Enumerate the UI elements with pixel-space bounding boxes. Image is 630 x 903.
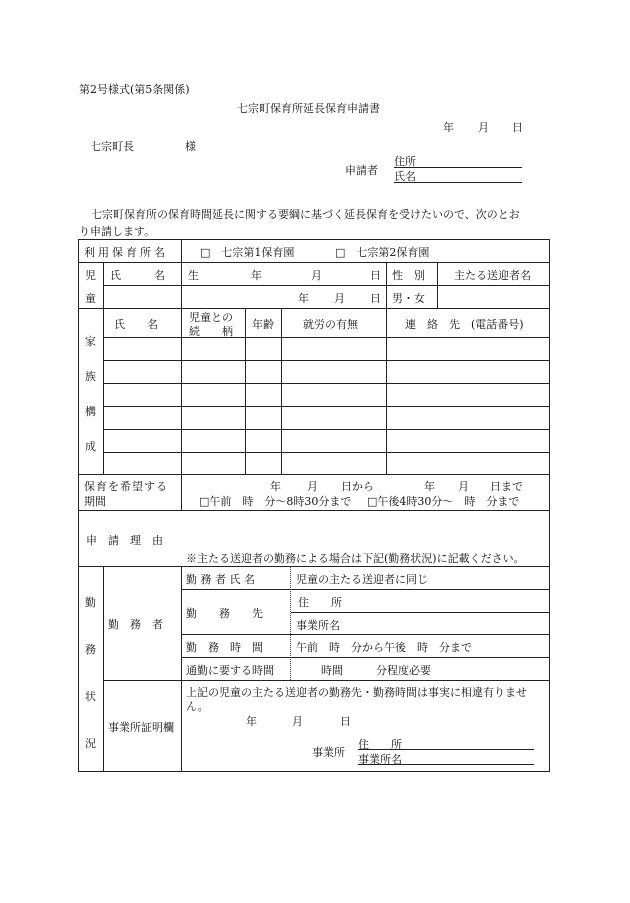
applicant-name-label: 氏名 — [394, 170, 416, 183]
facility-option-1[interactable]: □ 七宗第1保育園 — [200, 246, 295, 259]
workplace-name-label: 事業所名 — [296, 619, 340, 632]
family-header-relation-2: 続 柄 — [189, 325, 233, 338]
cert-address-label: 住 所 — [358, 738, 402, 751]
family-header-contact: 連 絡 先 (電話番号) — [405, 318, 524, 331]
child-name-label: 氏 名 — [110, 269, 165, 282]
intro-line-2: り申請します。 — [79, 225, 156, 238]
cert-address-field[interactable] — [358, 736, 534, 750]
date-day: 日 — [512, 121, 523, 134]
applicant-address-label: 住所 — [394, 155, 416, 168]
reason-field[interactable] — [182, 511, 548, 549]
commute-value: 時間 分程度必要 — [321, 664, 431, 677]
cert-date-day: 日 — [340, 715, 351, 728]
addressee: 七宗町長 — [90, 140, 134, 153]
reason-label: 申 請 理 由 — [86, 534, 163, 547]
cert-text-2: ん。 — [186, 700, 209, 713]
cert-name-field[interactable] — [358, 751, 534, 765]
cert-date-year: 年 — [246, 715, 257, 728]
cert-office-label: 事業所 — [312, 746, 345, 759]
work-hours-label: 勤 務 時 間 — [186, 641, 263, 654]
period-label-1: 保育を希望する — [84, 480, 168, 493]
work-side-4: 況 — [85, 737, 96, 750]
applicant-address-field[interactable] — [394, 153, 522, 168]
form-number: 第2号様式(第5条関係) — [79, 83, 190, 96]
birth-day: 日 — [370, 269, 381, 282]
applicant-name-field[interactable] — [394, 168, 522, 183]
facility-label: 利用保育所名 — [84, 246, 168, 259]
guardian-label: 主たる送迎者名 — [454, 269, 531, 282]
gender-label: 性 別 — [392, 269, 425, 282]
birth-date-year: 年 — [298, 292, 309, 305]
workplace-address-label: 住 所 — [298, 596, 342, 609]
family-header-name: 氏 名 — [114, 318, 158, 331]
date-month: 月 — [478, 121, 489, 134]
commute-label: 通勤に要する時間 — [186, 664, 274, 677]
form-title: 七宗町保育所延長保育申請書 — [237, 102, 380, 115]
family-side-3: 構 — [85, 405, 96, 418]
period-label-2: 期間 — [84, 495, 106, 508]
birth-date-month: 月 — [334, 292, 345, 305]
cert-label: 事業所証明欄 — [108, 721, 174, 734]
family-header-work: 就労の有無 — [303, 318, 358, 331]
worker-name-label: 勤 務 者 氏 名 — [186, 573, 255, 586]
period-from-year: 年 — [270, 480, 281, 493]
cert-name-label: 事業所名 — [358, 753, 402, 766]
birth-month: 月 — [311, 269, 322, 282]
intro-line-1: 七宗町保育所の保育時間延長に関する要綱に基づく延長保育を受けたいので、次のとお — [91, 208, 520, 221]
family-header-relation-1: 児童との — [189, 311, 233, 324]
work-hours-value: 午前 時 分から午後 時 分まで — [296, 641, 472, 654]
worker-name-value: 児童の主たる送迎者に同じ — [296, 573, 428, 586]
work-side-1: 勤 — [85, 596, 96, 609]
family-side-1: 家 — [85, 335, 96, 348]
birth-date-day: 日 — [370, 292, 381, 305]
period-to-year: 年 — [424, 480, 435, 493]
period-pm-option[interactable]: □午後4時30分～ 時 分まで — [367, 495, 520, 508]
guardian-name-field[interactable] — [438, 286, 548, 307]
child-name-field[interactable] — [104, 286, 180, 307]
workplace-label: 勤 務 先 — [186, 607, 263, 620]
family-header-age: 年齢 — [252, 318, 274, 331]
work-side-2: 務 — [85, 643, 96, 656]
work-side-3: 状 — [85, 690, 96, 703]
birth-year: 年 — [251, 269, 262, 282]
facility-option-2[interactable]: □ 七宗第2保育園 — [335, 246, 430, 259]
family-side-4: 成 — [85, 440, 96, 453]
date-year: 年 — [443, 121, 454, 134]
honorific: 様 — [185, 140, 196, 153]
period-from-day: 日から — [341, 480, 374, 493]
cert-date-month: 月 — [292, 715, 303, 728]
gender-value[interactable]: 男・女 — [392, 292, 425, 305]
applicant-label: 申請者 — [345, 164, 378, 177]
period-am-option[interactable]: □午前 時 分～8時30分まで — [199, 495, 352, 508]
birth-label: 生 — [188, 269, 199, 282]
period-to-month: 月 — [458, 480, 469, 493]
period-to-day: 日まで — [490, 480, 523, 493]
cert-text-1: 上記の児童の主たる送迎者の勤務先・勤務時間は事実に相違有りませ — [186, 686, 527, 699]
child-side-2: 童 — [85, 292, 96, 305]
reason-note: ※主たる送迎者の勤務による場合は下記(勤務状況)に記載ください。 — [186, 552, 525, 565]
family-side-2: 族 — [85, 370, 96, 383]
period-from-month: 月 — [307, 480, 318, 493]
child-side-1: 児 — [85, 269, 96, 282]
worker-label: 勤 務 者 — [108, 618, 163, 631]
